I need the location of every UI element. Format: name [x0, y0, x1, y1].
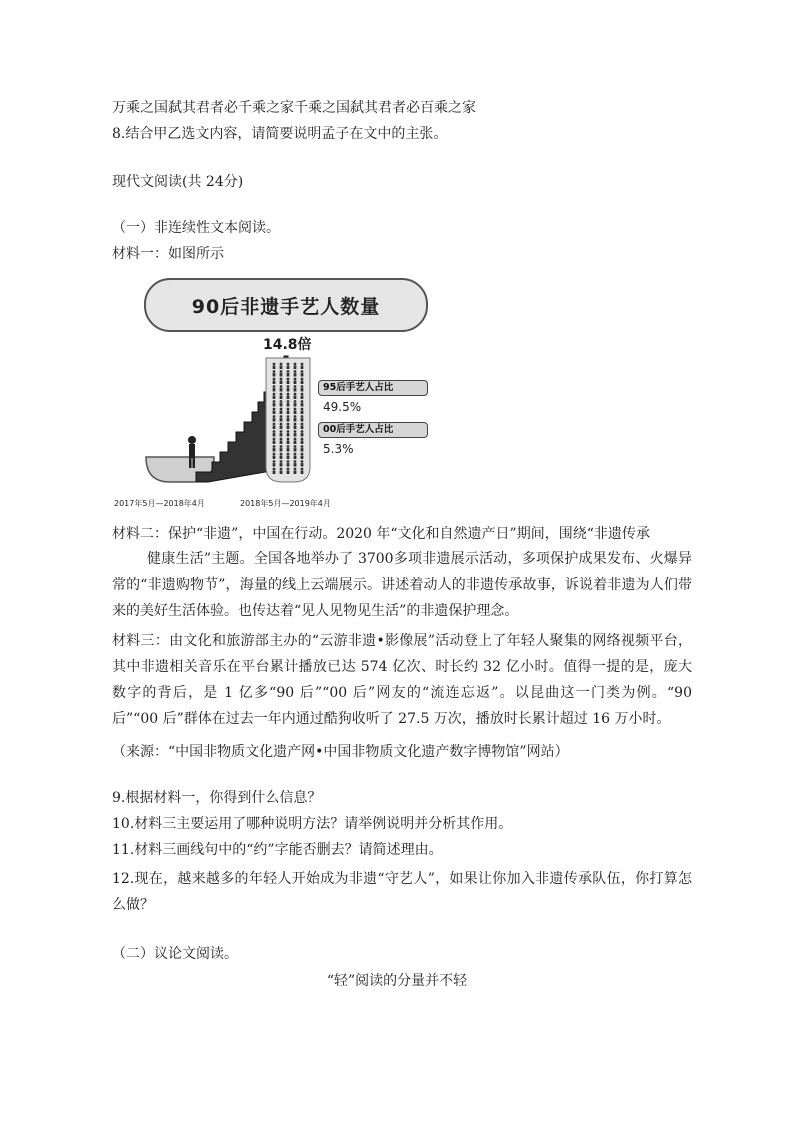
person-icon-body [280, 388, 283, 391]
person-icon-body [287, 456, 290, 459]
question-11: 11.材料三画线句中的“约”字能否删去？请简述理由。 [112, 842, 443, 858]
part2-heading: （二）议论文阅读。 [112, 946, 238, 962]
person-icon [287, 453, 290, 456]
person-icon-body [273, 448, 276, 451]
infographic-banner: 90后非遗手艺人数量 [144, 278, 428, 332]
person-icon-body [280, 381, 283, 384]
person-icon-body [287, 426, 290, 429]
person-icon [294, 393, 297, 396]
material2-body: 健康生活”主题。全国各地举办了 3700多项非遗展示活动，多项保护成果发布、火爆异常的“非遗购物节”，海量的线上云端展示。讲述着动人的非遗传承故事，诉说着非遗为人们带来的美好生活体验。也传达着“见人见物见生活”的非遗保护理念。 [112, 551, 692, 619]
person-icon [273, 378, 276, 381]
person-icon [273, 363, 276, 366]
person-icon-body [301, 388, 304, 391]
person-icon-body [301, 418, 304, 421]
person-icon [273, 453, 276, 456]
person-icon [280, 423, 283, 426]
person-icon-body [301, 463, 304, 466]
person-icon [294, 468, 297, 471]
person-icon-body [273, 463, 276, 466]
person-icon-body [280, 373, 283, 376]
tag-95-share: 95后手艺人占比 [318, 380, 428, 396]
person-icon [273, 393, 276, 396]
person-icon-body [273, 366, 276, 369]
person-icon [287, 430, 290, 433]
person-icon-body [294, 381, 297, 384]
person-icon [301, 408, 304, 411]
person-icon [287, 423, 290, 426]
person-icon-body [294, 471, 297, 474]
person-icon [273, 445, 276, 448]
person-icon [280, 430, 283, 433]
person-icon [301, 453, 304, 456]
material3-body: 材料三：由文化和旅游部主办的“云游非遗•影像展”活动登上了年轻人聚集的网络视频平台，其中非遗相关音乐在平台累计播放已达 574 亿次、时长约 32 亿小时。值得一提的是，庞大数字的背后，是 1 亿多“90 后”“00 后”网友的“流连忘返”。以昆曲这一门类为例。“90 后”“00 后”群体在过去一年内通过酷狗收听了 27.5 万次，播放时长累计超过 16 万小时。 [112, 633, 692, 727]
person-icon [301, 430, 304, 433]
section-heading-modern-reading: 现代文阅读(共 24分) [112, 174, 244, 190]
person-icon-body [301, 433, 304, 436]
person-icon [294, 378, 297, 381]
person-icon-body [287, 471, 290, 474]
person-icon-body [273, 456, 276, 459]
person-icon-body [301, 366, 304, 369]
person-icon [301, 370, 304, 373]
person-icon [294, 438, 297, 441]
person-icon [301, 363, 304, 366]
person-icon-body [273, 471, 276, 474]
person-icon [294, 408, 297, 411]
person-icon [287, 378, 290, 381]
person-icon [294, 370, 297, 373]
person-icon-body [273, 396, 276, 399]
person-icon-body [294, 388, 297, 391]
person-icon-body [273, 403, 276, 406]
question-12: 12.现在，越来越多的年轻人开始成为非遗“守艺人”，如果让你加入非遗传承队伍，你打算怎么做？ [112, 871, 692, 913]
essay-title: “轻”阅读的分量并不轻 [326, 973, 468, 989]
person-icon [280, 363, 283, 366]
person-icon [287, 438, 290, 441]
person-icon [273, 438, 276, 441]
person-icon [280, 468, 283, 471]
person-icon [287, 415, 290, 418]
person-icon-body [280, 366, 283, 369]
person-icon-body [294, 433, 297, 436]
person-icon [301, 378, 304, 381]
person-icon-body [301, 441, 304, 444]
person-icon [280, 453, 283, 456]
person-icon [273, 468, 276, 471]
person-icon [273, 415, 276, 418]
person-icon [301, 438, 304, 441]
person-icon-body [280, 448, 283, 451]
person-icon [294, 430, 297, 433]
person-icon-body [301, 381, 304, 384]
person-icon-body [273, 373, 276, 376]
person-icon [294, 423, 297, 426]
person-icon-body [294, 373, 297, 376]
person-icon [294, 385, 297, 388]
classical-text-line: 万乘之国弑其君者必千乘之家千乘之国弑其君者必百乘之家 [112, 100, 476, 116]
person-icon-body [301, 396, 304, 399]
part1-heading: （一）非连续性文本阅读。 [112, 220, 280, 236]
person-icon-body [287, 396, 290, 399]
person-icon-body [280, 441, 283, 444]
person-icon-body [280, 418, 283, 421]
person-icon-body [294, 366, 297, 369]
person-icon-body [301, 426, 304, 429]
person-icon-body [273, 441, 276, 444]
person-icon-body [287, 403, 290, 406]
person-icon [280, 408, 283, 411]
person-icon-body [287, 388, 290, 391]
person-icon-body [287, 463, 290, 466]
person-icon-body [287, 381, 290, 384]
person-icon [294, 400, 297, 403]
person-icon [280, 460, 283, 463]
question-8: 8.结合甲乙选文内容，请简要说明孟子在文中的主张。 [112, 126, 448, 142]
multiplier-label: 14.8倍 [263, 337, 312, 353]
question-10: 10.材料三主要运用了哪种说明方法？请举例说明并分析其作用。 [112, 816, 513, 832]
person-icon-body [280, 426, 283, 429]
caption-left: 2017年5月—2018年4月 [114, 499, 205, 508]
person-icon-body [273, 388, 276, 391]
person-icon [273, 430, 276, 433]
person-icon [280, 400, 283, 403]
person-icon [280, 378, 283, 381]
person-icon-body [273, 418, 276, 421]
person-icon [301, 400, 304, 403]
person-icon [301, 468, 304, 471]
person-icon [287, 363, 290, 366]
infographic-figure [108, 272, 438, 512]
person-icon [294, 453, 297, 456]
person-icon-body [301, 448, 304, 451]
person-icon-body [287, 411, 290, 414]
person-icon-body [294, 418, 297, 421]
person-icon-body [280, 403, 283, 406]
person-icon-body [280, 411, 283, 414]
person-icon [301, 445, 304, 448]
person-icon-body [294, 441, 297, 444]
person-icon-body [294, 448, 297, 451]
person-icon-body [294, 456, 297, 459]
person-icon [294, 445, 297, 448]
person-icon-body [301, 411, 304, 414]
person-icon-body [273, 381, 276, 384]
person-icon [273, 408, 276, 411]
person-icon [287, 408, 290, 411]
person-icon [287, 445, 290, 448]
person-icon-body [287, 366, 290, 369]
person-icon [280, 370, 283, 373]
person-icon-body [294, 411, 297, 414]
person-icon [280, 415, 283, 418]
material1-label: 材料一：如图所示 [112, 246, 224, 262]
person-icon [301, 423, 304, 426]
person-icon [287, 393, 290, 396]
person-icon [280, 385, 283, 388]
person-icon-body [280, 396, 283, 399]
person-icon [273, 460, 276, 463]
person-icon-body [273, 433, 276, 436]
person-icon-body [287, 448, 290, 451]
person-icon [273, 400, 276, 403]
person-icon-body [301, 373, 304, 376]
person-icon-body [294, 403, 297, 406]
person-icon [273, 370, 276, 373]
person-icon [287, 385, 290, 388]
person-icon-body [280, 463, 283, 466]
source-note: （来源：“中国非物质文化遗产网•中国非物质文化遗产数字博物馆”网站） [112, 744, 569, 760]
question-9: 9.根据材料一，你得到什么信息？ [112, 790, 322, 806]
material2-first-line: 材料二：保护“非遗”，中国在行动。2020 年“文化和自然遗产日”期间，围绕“非遗传承 [112, 526, 650, 542]
person-icon [294, 415, 297, 418]
person-icon [287, 460, 290, 463]
person-icon-body [294, 463, 297, 466]
person-icon-body [280, 471, 283, 474]
person-icon [287, 400, 290, 403]
person-icon-body [294, 426, 297, 429]
person-icon [287, 370, 290, 373]
pct-00-share: 5.3% [323, 442, 354, 456]
person-icon [301, 393, 304, 396]
person-icon-body [273, 411, 276, 414]
person-icon [301, 385, 304, 388]
person-icon-body [287, 418, 290, 421]
person-icon [280, 438, 283, 441]
person-icon [280, 445, 283, 448]
person-icon-body [287, 441, 290, 444]
tag-00-share: 00后手艺人占比 [318, 422, 428, 438]
person-icon [301, 460, 304, 463]
person-icon [294, 363, 297, 366]
person-icon-body [301, 403, 304, 406]
person-icon-body [301, 471, 304, 474]
person-icon [287, 468, 290, 471]
person-icon-body [287, 433, 290, 436]
person-icon-body [301, 456, 304, 459]
person-icon-body [273, 426, 276, 429]
person-icon [294, 460, 297, 463]
person-icon [273, 385, 276, 388]
person-icon [301, 415, 304, 418]
caption-right: 2018年5月—2019年4月 [240, 499, 331, 508]
person-icon-body [287, 373, 290, 376]
person-icon-body [294, 396, 297, 399]
person-icon-body [280, 433, 283, 436]
person-icon-body [280, 456, 283, 459]
person-icon [273, 423, 276, 426]
person-icon [280, 393, 283, 396]
pct-95-share: 49.5% [323, 400, 362, 414]
